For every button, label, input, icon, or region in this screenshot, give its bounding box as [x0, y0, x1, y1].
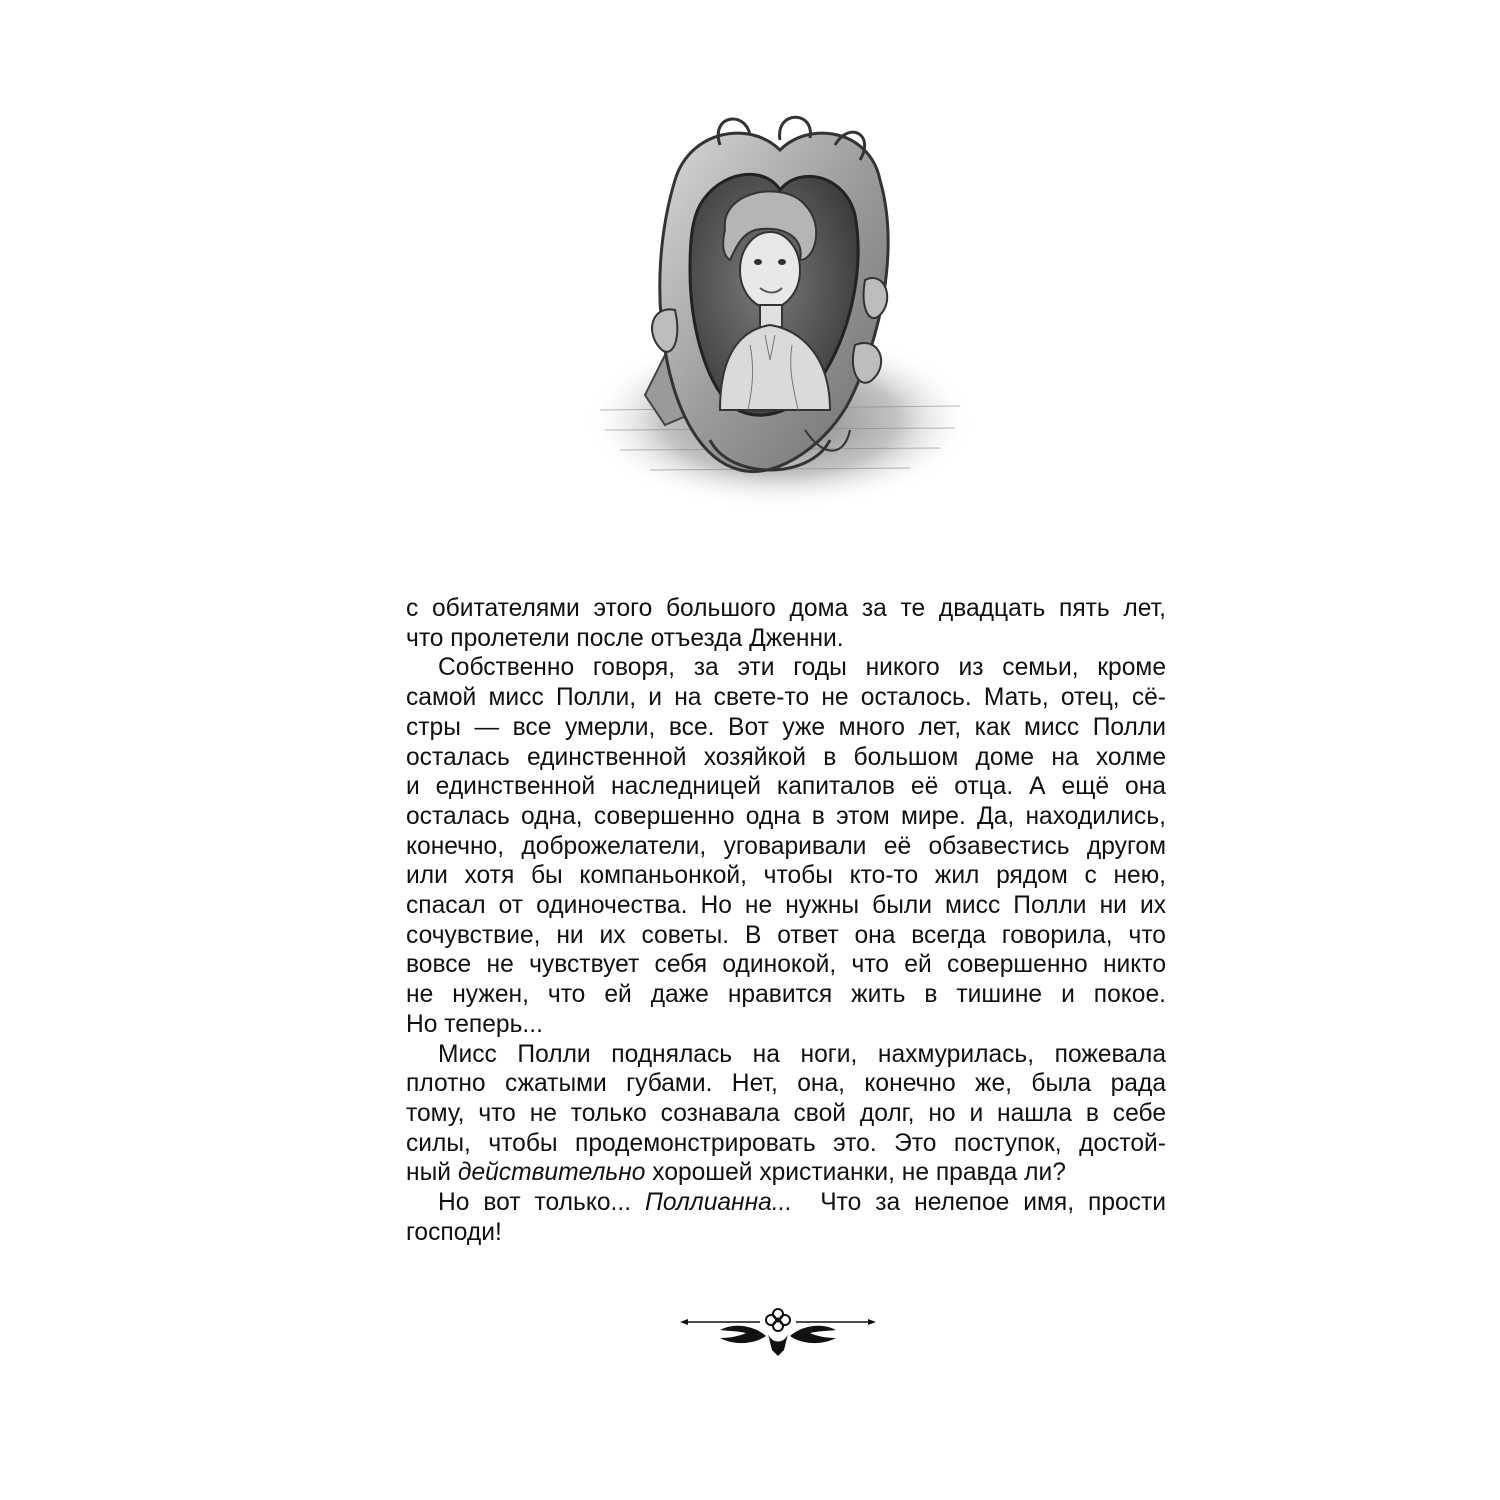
text-run: Что за нелепое имя, прости [792, 1189, 1166, 1217]
text-run: хорошей христианки, не правда ли? [645, 1159, 1066, 1187]
text-line: самой мисс Полли, и на свете-то не осталось. Мать, отец, сё- [406, 684, 1166, 712]
text-line: или хотя бы компаньонкой, чтобы кто-то жил рядом с нею, [406, 862, 1166, 890]
paragraph-3 [406, 1040, 1166, 1189]
text-line: осталась единственной хозяйкой в большом доме на холме [406, 743, 1166, 771]
portrait-in-ornate-frame-icon [580, 110, 970, 510]
paragraph-4 [406, 1188, 1166, 1247]
text-line: не нужен, что ей даже нравится жить в тишине и покое. [406, 981, 1166, 1009]
text-line [406, 1158, 1166, 1188]
body-text [406, 594, 1166, 1247]
text-line: спасал от одиночества. Но не нужны были мисс Полли ни их [406, 892, 1166, 920]
text-line: стры — все умерли, все. Вот уже много лет, как мисс Полли [406, 713, 1166, 741]
text-line: Собственно говоря, за эти годы никого из семьи, кроме [438, 654, 1166, 682]
italic-name: Поллианна... [645, 1189, 793, 1217]
text-line: господи! [406, 1218, 502, 1246]
text-line: с обитателями этого большого дома за те двадцать пять лет, [406, 595, 1166, 622]
text-run: ный [406, 1159, 458, 1187]
text-line: силы, чтобы продемонстрировать это. Это поступок, достой- [406, 1129, 1166, 1157]
text-line: осталась одна, совершенно одна в этом мире. Да, находились, [406, 802, 1166, 830]
text-line [406, 1188, 1166, 1218]
paragraph-1 [406, 594, 1166, 653]
italic-emphasis: действительно [457, 1159, 646, 1187]
text-line: Мисс Полли поднялась на ноги, нахмурилась, пожевала [438, 1040, 1166, 1068]
text-line: тому, что не только сознавала свой долг, но и нашла в себе [406, 1099, 1166, 1127]
paragraph-2 [406, 653, 1166, 1039]
text-line: сочувствие, ни их советы. В ответ она всегда говорила, что [406, 921, 1166, 949]
text-run: Но вот только... [438, 1189, 645, 1217]
text-line: конечно, доброжелатели, уговаривали её обзавестись другом [406, 832, 1166, 860]
text-line: Но теперь... [406, 1010, 543, 1038]
text-line: вовсе не чувствует себя одинокой, что ей совершенно никто [406, 951, 1166, 979]
text-line: что пролетели после отъезда Дженни. [406, 624, 844, 652]
text-line: плотно сжатыми губами. Нет, она, конечно же, была рада [406, 1070, 1166, 1098]
decorative-flourish-divider-icon [680, 1300, 876, 1360]
text-line: и единственной наследницей капиталов её отца. А ещё она [406, 773, 1166, 801]
